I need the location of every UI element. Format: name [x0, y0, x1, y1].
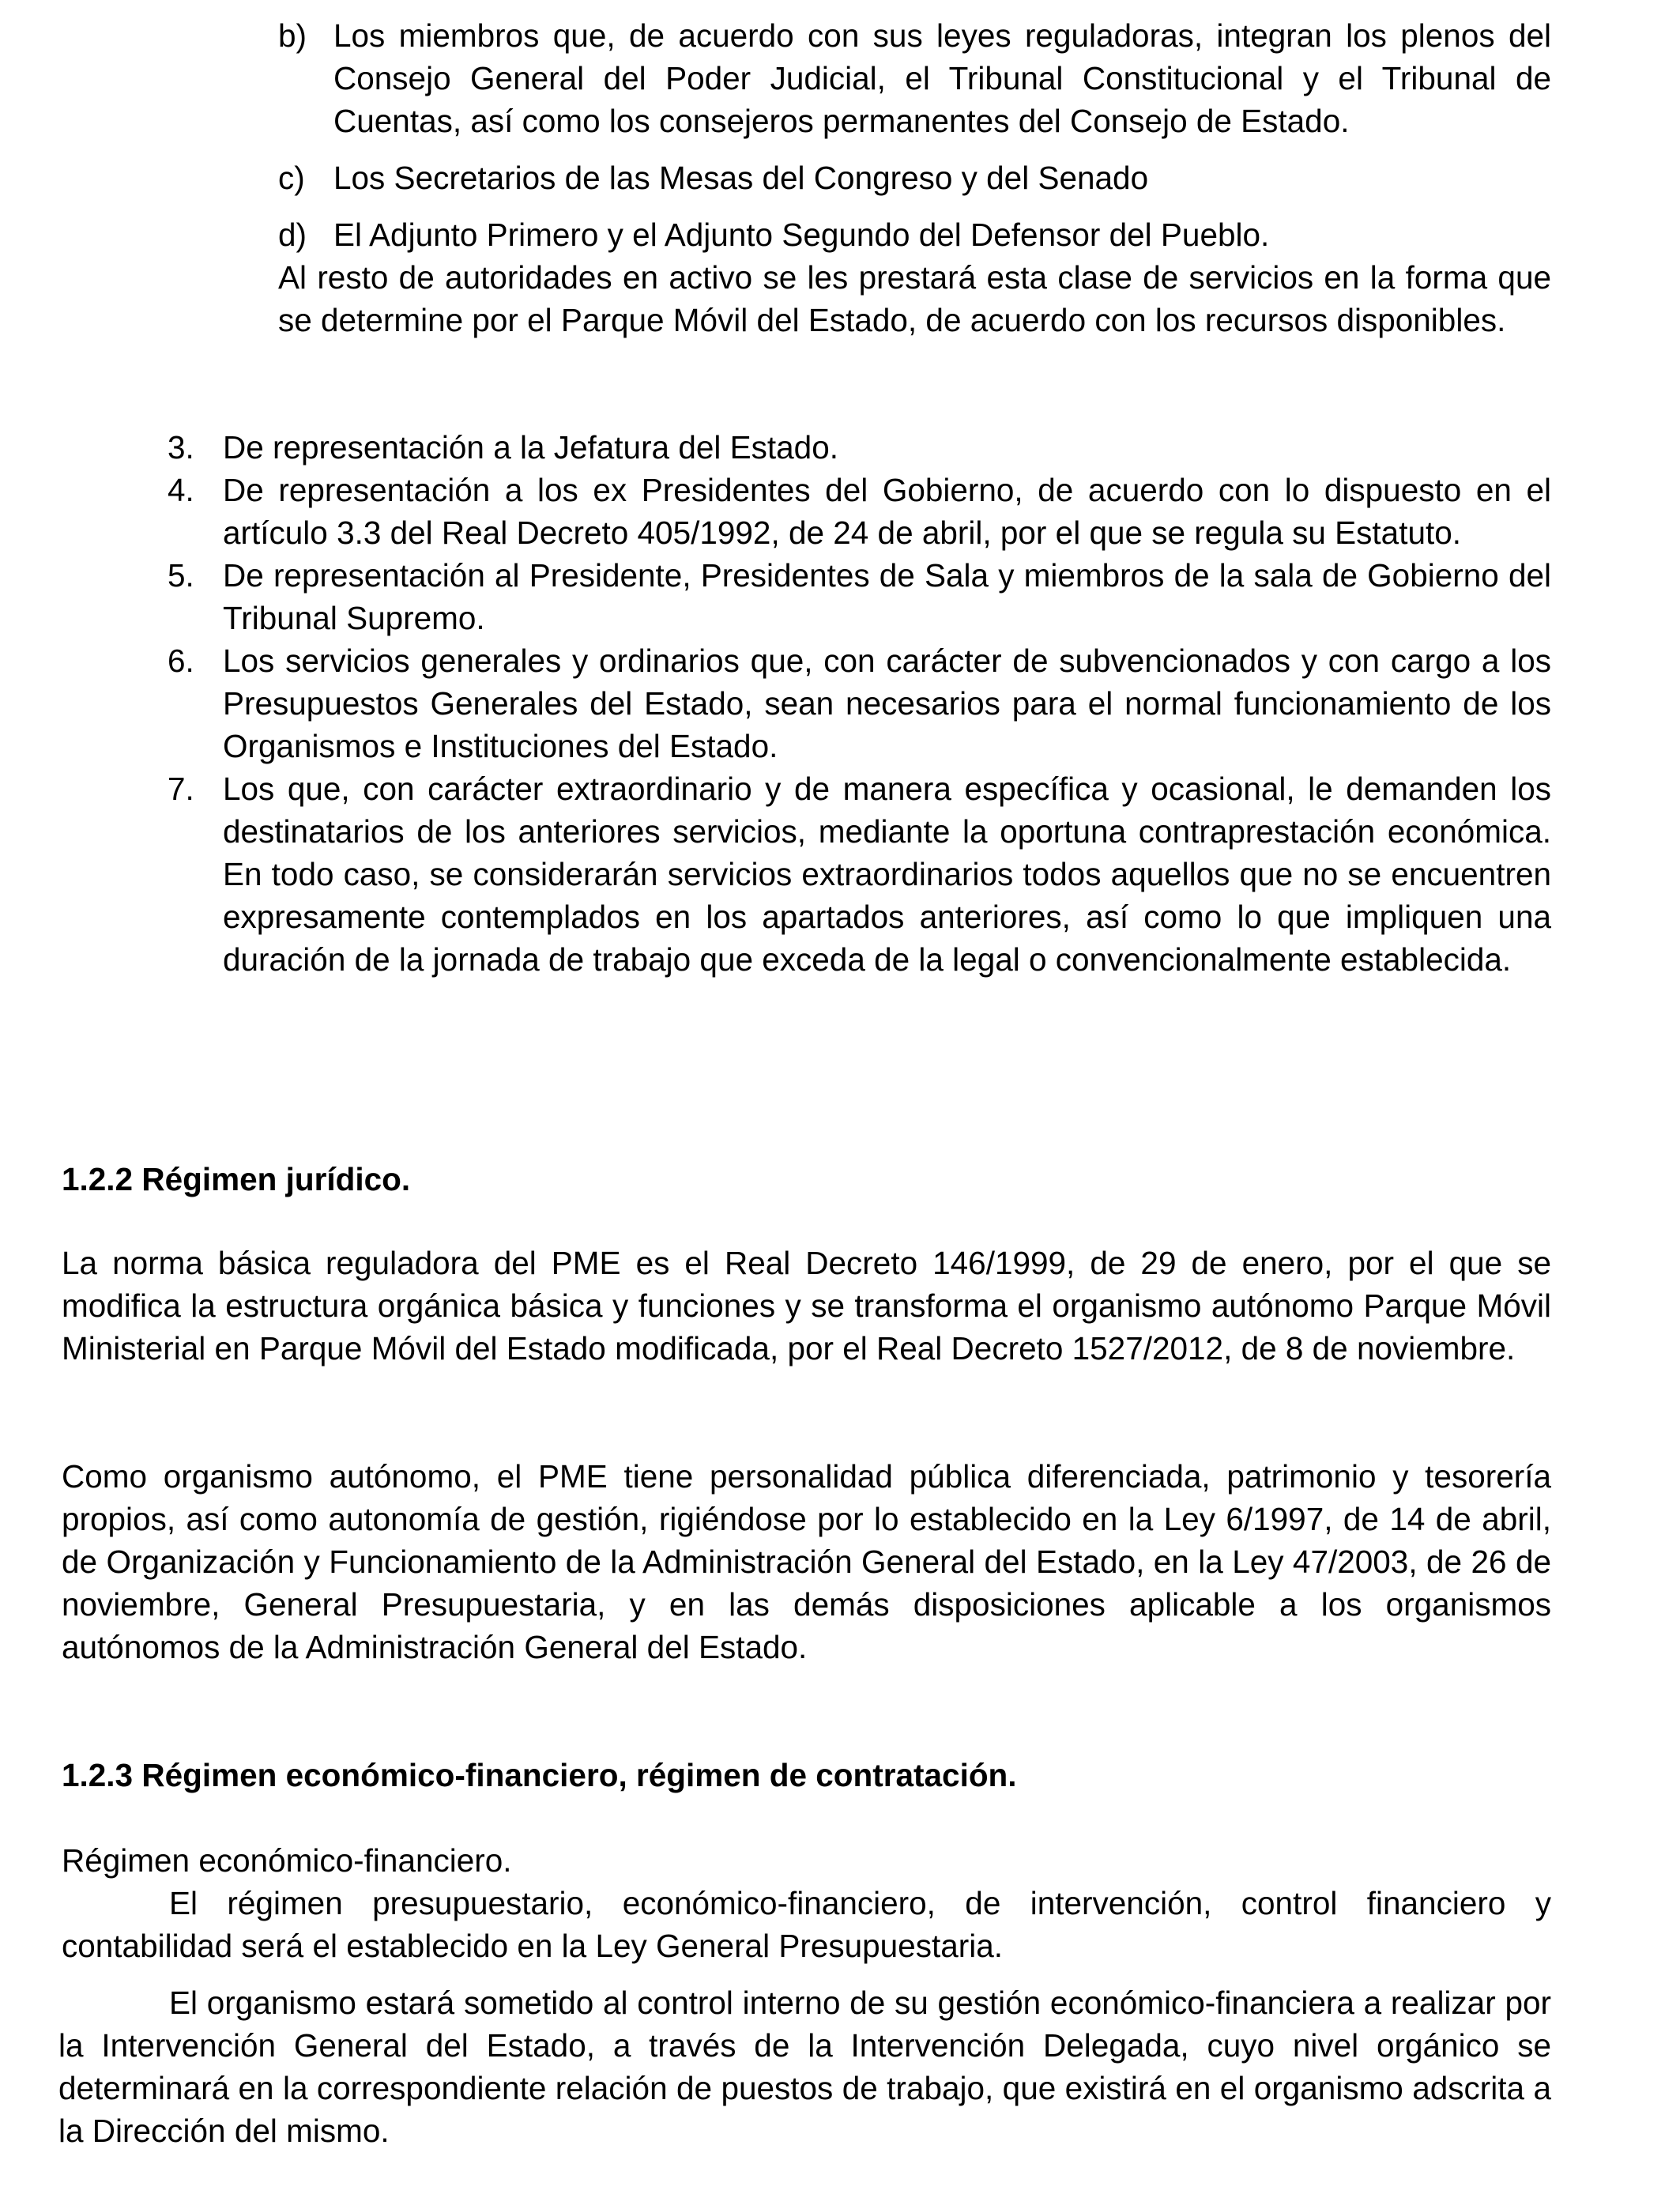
section-123-paragraph-1: El régimen presupuestario, económico-financiero, de intervención, control financiero y contabilidad será el establecido en la Ley General Presupuestaria. — [62, 1885, 1551, 1964]
list-text: Los miembros que, de acuerdo con sus leyes reguladoras, integran los plenos del Consejo General del Poder Judicial, el Tribunal Constitucional y el Tribunal de Cuentas, así como los consejeros permanentes del Consejo de Estado. — [333, 17, 1551, 139]
section-122-paragraph-1: La norma básica reguladora del PME es el Real Decreto 146/1999, de 29 de enero, por el que se modifica la estructura orgánica básica y funciones y se transforma el organismo autónomo Parque Móvil Ministerial en Parque Móvil del Estado modificada, por el Real Decreto 1527/2012, de 8 de noviembre. — [62, 1245, 1551, 1367]
list-text: Los que, con carácter extraordinario y de manera específica y ocasional, le demanden los destinatarios de los anteriores servicios, mediante la oportuna contraprestación económica. En todo caso, se considerarán servicios extraordinarios todos aquellos que no se encuentren expresamente contemplados en los apartados anteriores, así como lo que impliquen una duración de la jornada de trabajo que exceda de la legal o convencionalmente establecida. — [223, 771, 1551, 978]
list-item-c — [278, 156, 1551, 199]
rest-paragraph: Al resto de autoridades en activo se les prestará esta clase de servicios en la forma que se determine por el Parque Móvil del Estado, de acuerdo con los recursos disponibles. — [278, 259, 1551, 338]
list-item-b — [278, 14, 1551, 142]
list-text: De representación a los ex Presidentes del Gobierno, de acuerdo con lo dispuesto en el artículo 3.3 del Real Decreto 405/1992, de 24 de abril, por el que se regula su Estatuto. — [223, 472, 1551, 551]
list-label: 7. — [168, 771, 194, 807]
list-label: 5. — [168, 557, 194, 594]
numbered-item-4 — [168, 469, 1551, 554]
list-item-d — [278, 213, 1551, 256]
list-text: Los Secretarios de las Mesas del Congreso y del Senado — [333, 160, 1149, 196]
section-heading-122: 1.2.2 Régimen jurídico. — [62, 1161, 411, 1197]
section-123-subheading: Régimen económico-financiero. — [62, 1842, 512, 1879]
list-text: De representación al Presidente, Presidentes de Sala y miembros de la sala de Gobierno del Tribunal Supremo. — [223, 557, 1551, 636]
numbered-item-3 — [168, 426, 1551, 469]
list-label: 4. — [168, 472, 194, 508]
list-text: De representación a la Jefatura del Estado. — [223, 429, 838, 466]
section-122-paragraph-2: Como organismo autónomo, el PME tiene personalidad pública diferenciada, patrimonio y tesorería propios, así como autonomía de gestión, rigiéndose por lo establecido en la Ley 6/1997, de 14 de abril, de Organización y Funcionamiento de la Administración General del Estado, en la Ley 47/2003, de 26 de noviembre, General Presupuestaria, y en las demás disposiciones aplicable a los organismos autónomos de la Administración General del Estado. — [62, 1458, 1551, 1665]
section-heading-123: 1.2.3 Régimen económico-financiero, régimen de contratación. — [62, 1757, 1017, 1793]
list-label: b) — [278, 17, 307, 54]
list-text: Los servicios generales y ordinarios que, con carácter de subvencionados y con cargo a los Presupuestos Generales del Estado, sean necesarios para el normal funcionamiento de los Organismos e Instituciones del Estado. — [223, 643, 1551, 764]
numbered-item-7 — [168, 767, 1551, 981]
list-label: c) — [278, 160, 305, 196]
section-123-paragraph-2: El organismo estará sometido al control interno de su gestión económico-financiera a realizar por la Intervención General del Estado, a través de la Intervención Delegada, cuyo nivel orgánico se determinará en la correspondiente relación de puestos de trabajo, que existirá en el organismo adscrita a la Dirección del mismo. — [58, 1985, 1551, 2149]
list-text: El Adjunto Primero y el Adjunto Segundo del Defensor del Pueblo. — [333, 217, 1270, 253]
list-label: 6. — [168, 643, 194, 679]
numbered-item-6 — [168, 639, 1551, 767]
list-label: 3. — [168, 429, 194, 466]
numbered-item-5 — [168, 554, 1551, 639]
list-label: d) — [278, 217, 307, 253]
